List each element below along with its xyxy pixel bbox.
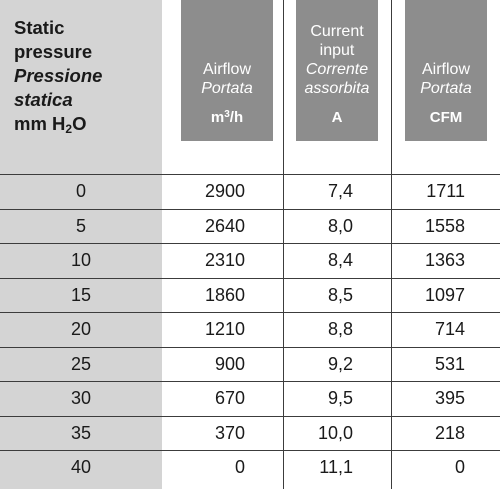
current-cell: 8,4 — [327, 250, 353, 270]
cfm-cell: 218 — [434, 422, 465, 443]
current-cell: 9,5 — [327, 388, 353, 408]
airflow-cell: 2640 — [204, 215, 245, 236]
cfm-cell: 1363 — [424, 250, 465, 270]
airflow-cell: 900 — [214, 353, 245, 374]
airflow-cell: 670 — [214, 388, 245, 408]
current-cell: 8,8 — [327, 319, 353, 339]
airflow-cell: 0 — [234, 457, 245, 477]
table-row — [0, 209, 500, 244]
header-label-italian: Portata — [420, 80, 472, 97]
header-label: Current — [310, 23, 364, 40]
cfm-cell: 1097 — [424, 284, 465, 305]
current-cell: 9,2 — [327, 353, 353, 374]
pressure-cell: 5 — [75, 215, 86, 236]
cfm-cell: 1711 — [426, 181, 465, 201]
pressure-cell: 30 — [70, 388, 92, 408]
table-row — [0, 243, 500, 278]
cfm-cell: 1558 — [424, 215, 465, 236]
table-row — [0, 450, 500, 485]
header-label: Airflow — [421, 61, 470, 78]
header-unit: A — [331, 109, 343, 126]
pressure-cell: 40 — [70, 457, 92, 477]
header-line: pressure — [14, 41, 93, 62]
pressure-unit: mm $H_2O$ — [14, 113, 87, 136]
pressure-cell: 10 — [70, 250, 92, 270]
pressure-cell: 25 — [70, 353, 92, 374]
header-label: input — [319, 42, 355, 59]
current-cell: 7,4 — [327, 181, 353, 201]
airflow-cfm-header — [405, 0, 487, 141]
table-row — [0, 381, 500, 416]
table-row — [0, 278, 500, 313]
current-cell: 11,1 — [319, 457, 353, 477]
airflow-cell: 1210 — [204, 319, 245, 339]
pressure-cell: 15 — [70, 284, 92, 305]
table-row — [0, 416, 500, 451]
cfm-cell: 395 — [434, 388, 465, 408]
airflow-cell: 2900 — [204, 181, 245, 201]
header-unit: CFM — [429, 109, 463, 126]
table-row — [0, 312, 500, 347]
header-label-italian: Corrente — [305, 61, 369, 78]
header-line: Static — [14, 17, 65, 38]
current-cell: 8,5 — [327, 284, 353, 305]
header-unit: $m^3/h$ — [210, 109, 244, 126]
header-label-italian: Portata — [201, 80, 253, 97]
airflow-cell: 1860 — [204, 284, 245, 305]
data-table-body — [0, 174, 500, 485]
pressure-cell: 20 — [70, 319, 92, 339]
header-label: Airflow — [202, 61, 251, 78]
airflow-cell: 370 — [214, 422, 245, 443]
table-row — [0, 174, 500, 209]
current-input-header — [296, 0, 378, 141]
header-line-italian: Pressione — [14, 65, 103, 86]
static-pressure-header — [14, 16, 154, 136]
current-cell: 8,0 — [327, 215, 353, 236]
header-line-italian: statica — [14, 89, 73, 110]
airflow-m3h-header — [181, 0, 273, 141]
pressure-cell: 0 — [75, 181, 86, 201]
table-row — [0, 347, 500, 382]
cfm-cell: 531 — [434, 353, 465, 374]
header-label-italian: assorbita — [304, 80, 370, 97]
cfm-cell: 0 — [454, 457, 465, 477]
current-cell: 10,0 — [317, 422, 353, 443]
pressure-cell: 35 — [70, 422, 92, 443]
airflow-cell: 2310 — [204, 250, 245, 270]
cfm-cell: 714 — [434, 319, 465, 339]
